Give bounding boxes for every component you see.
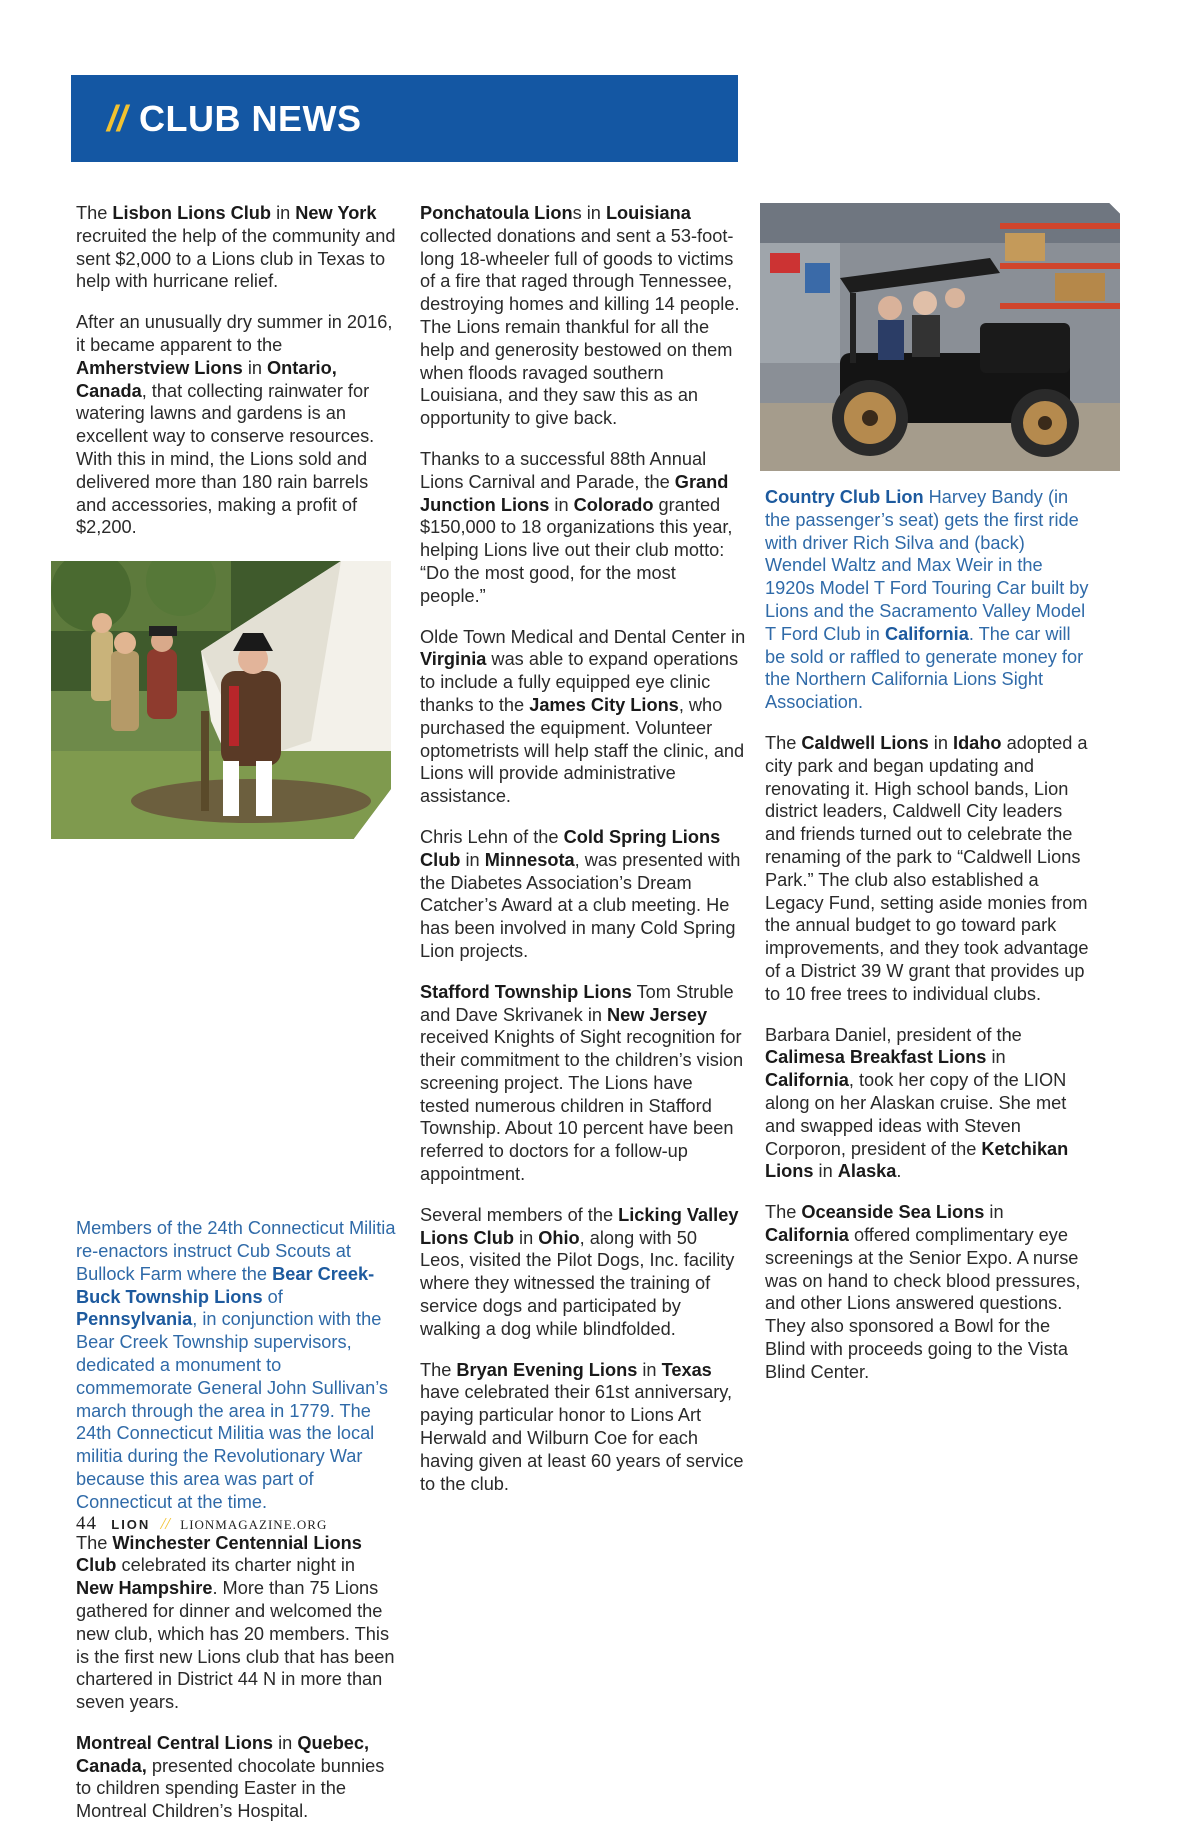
column-1 <box>76 202 396 1841</box>
story-licking-valley: Several members of the Licking Valley Lions Club in Ohio, along with 50 Leos, visited the Pilot Dogs, Inc. facility where they witnessed the training of service dogs and participated by walking a dog while blindfolded. <box>420 1204 739 1339</box>
story-ponchatoula: Ponchatoula Lions in Louisiana collected donations and sent a 53-foot-long 18-wheeler full of goods to victims of a fire that raged through Tennessee, destroying homes and killing 14 people. The Lions remain thankful for all the help and generosity bestowed on them when floods ravaged southern Louisiana, and they saw this as an opportunity to give back. <box>420 203 740 429</box>
column-3 <box>765 486 1090 1401</box>
photo-militia-reenactors <box>51 561 391 839</box>
website-link[interactable]: LIONMAGAZINE.ORG <box>180 1517 328 1532</box>
page-title: CLUB NEWS <box>139 97 362 139</box>
militia-scene-image <box>51 561 391 839</box>
story-montreal: Montreal Central Lions in Quebec, Canada, presented chocolate bunnies to children spending Easter in the Montreal Children’s Hospital. <box>76 1732 385 1822</box>
story-lisbon: The Lisbon Lions Club in New York recruited the help of the community and sent $2,000 to a Lions club in Texas to help with hurricane relief. <box>76 203 396 292</box>
story-caldwell: The Caldwell Lions in Idaho adopted a city park and began updating and renovating it. High school bands, Lion district leaders, Caldwell City leaders and friends turned out to celebrate the renaming of the park to “Caldwell Lions Park.” The club also established a Legacy Fund, setting aside monies from the annual budget to go toward park improvements, and they took advantage of a District 39 W grant that provides up to 10 free trees to individual clubs. <box>765 732 1089 1004</box>
story-olde-town: Olde Town Medical and Dental Center in Virginia was able to expand operations to include a fully equipped eye clinic thanks to the James City Lions, who purchased the equipment. Volunteer optometrists will help staff the clinic, and Lions will provide administrative assistance. <box>420 626 746 807</box>
model-t-scene-image <box>760 203 1120 471</box>
page-number: 44 <box>76 1513 97 1534</box>
story-amherstview: After an unusually dry summer in 2016, it became apparent to the Amherstview Lions in Ontario, Canada, that collecting rainwater for watering lawns and gardens is an excellent way to conserve resources. With this in mind, the Lions sold and delivered more than 180 rain barrels and accessories, making a profit of $2,200. <box>76 312 393 538</box>
photo-model-t-car <box>760 203 1120 471</box>
photo-caption-model-t: Country Club Lion Harvey Bandy (in the passenger’s seat) gets the first ride with driver Rich Silva and (back) Wendel Waltz and Max Weir in the 1920s Model T Ford Touring Car built by Lions and the Sacramento Valley Model T Ford Club in California. The car will be sold or raffled to generate money for the Northern California Lions Sight Association. <box>765 487 1089 713</box>
story-bryan: The Bryan Evening Lions in Texas have celebrated their 61st anniversary, paying particular honor to Lions Art Herwald and Wilburn Coe for each having given at least 60 years of service to the club. <box>420 1359 744 1494</box>
section-banner <box>71 75 738 162</box>
magazine-name: LION <box>111 1517 151 1532</box>
story-calimesa: Barbara Daniel, president of the Calimesa Breakfast Lions in California, took her copy of the LION along on her Alaskan cruise. She met and swapped ideas with Steven Corporon, president of the Ketchikan Lions in Alaska. <box>765 1024 1069 1182</box>
story-stafford: Stafford Township Lions Tom Struble and Dave Skrivanek in New Jersey received Knights of Sight recognition for their commitment to the children’s vision screening project. The Lions have tested numerous children in Stafford Township. About 10 percent have been referred to doctors for a follow-up appointment. <box>420 981 744 1185</box>
column-2 <box>420 202 746 1513</box>
story-oceanside: The Oceanside Sea Lions in California offered complimentary eye screenings at the Senior Expo. A nurse was on hand to check blood pressures, and other Lions answered questions. They also sponsored a Bowl for the Blind with proceeds going to the Vista Blind Center. <box>765 1202 1081 1382</box>
photo-caption-militia: Members of the 24th Connecticut Militia re-enactors instruct Cub Scouts at Bullock Farm where the Bear Creek-Buck Township Lions of Pennsylvania, in conjunction with the Bear Creek Township supervisors, dedicated a monument to commemorate General John Sullivan’s march through the area in 1779. The 24th Connecticut Militia was the local militia during the Revolutionary War because this area was part of Connecticut at the time. <box>76 1218 396 1512</box>
banner-slashes: // <box>107 97 128 139</box>
story-grand-junction: Thanks to a successful 88th Annual Lions Carnival and Parade, the Grand Junction Lions in Colorado granted $150,000 to 18 organizations this year, helping Lions live out their club motto: “Do the most good, for the most people.” <box>420 448 733 606</box>
footer-separator: // <box>160 1514 171 1533</box>
page-footer <box>76 1513 327 1535</box>
story-winchester: The Winchester Centennial Lions Club celebrated its charter night in New Hampshire. More than 75 Lions gathered for dinner and welcomed the new club, which has 20 members. This is the first new Lions club that has been chartered in District 44 N in more than seven years. <box>76 1532 395 1713</box>
story-cold-spring: Chris Lehn of the Cold Spring Lions Club in Minnesota, was presented with the Diabetes Association’s Dream Catcher’s Award at a club meeting. He has been involved in many Cold Spring Lion projects. <box>420 826 741 961</box>
